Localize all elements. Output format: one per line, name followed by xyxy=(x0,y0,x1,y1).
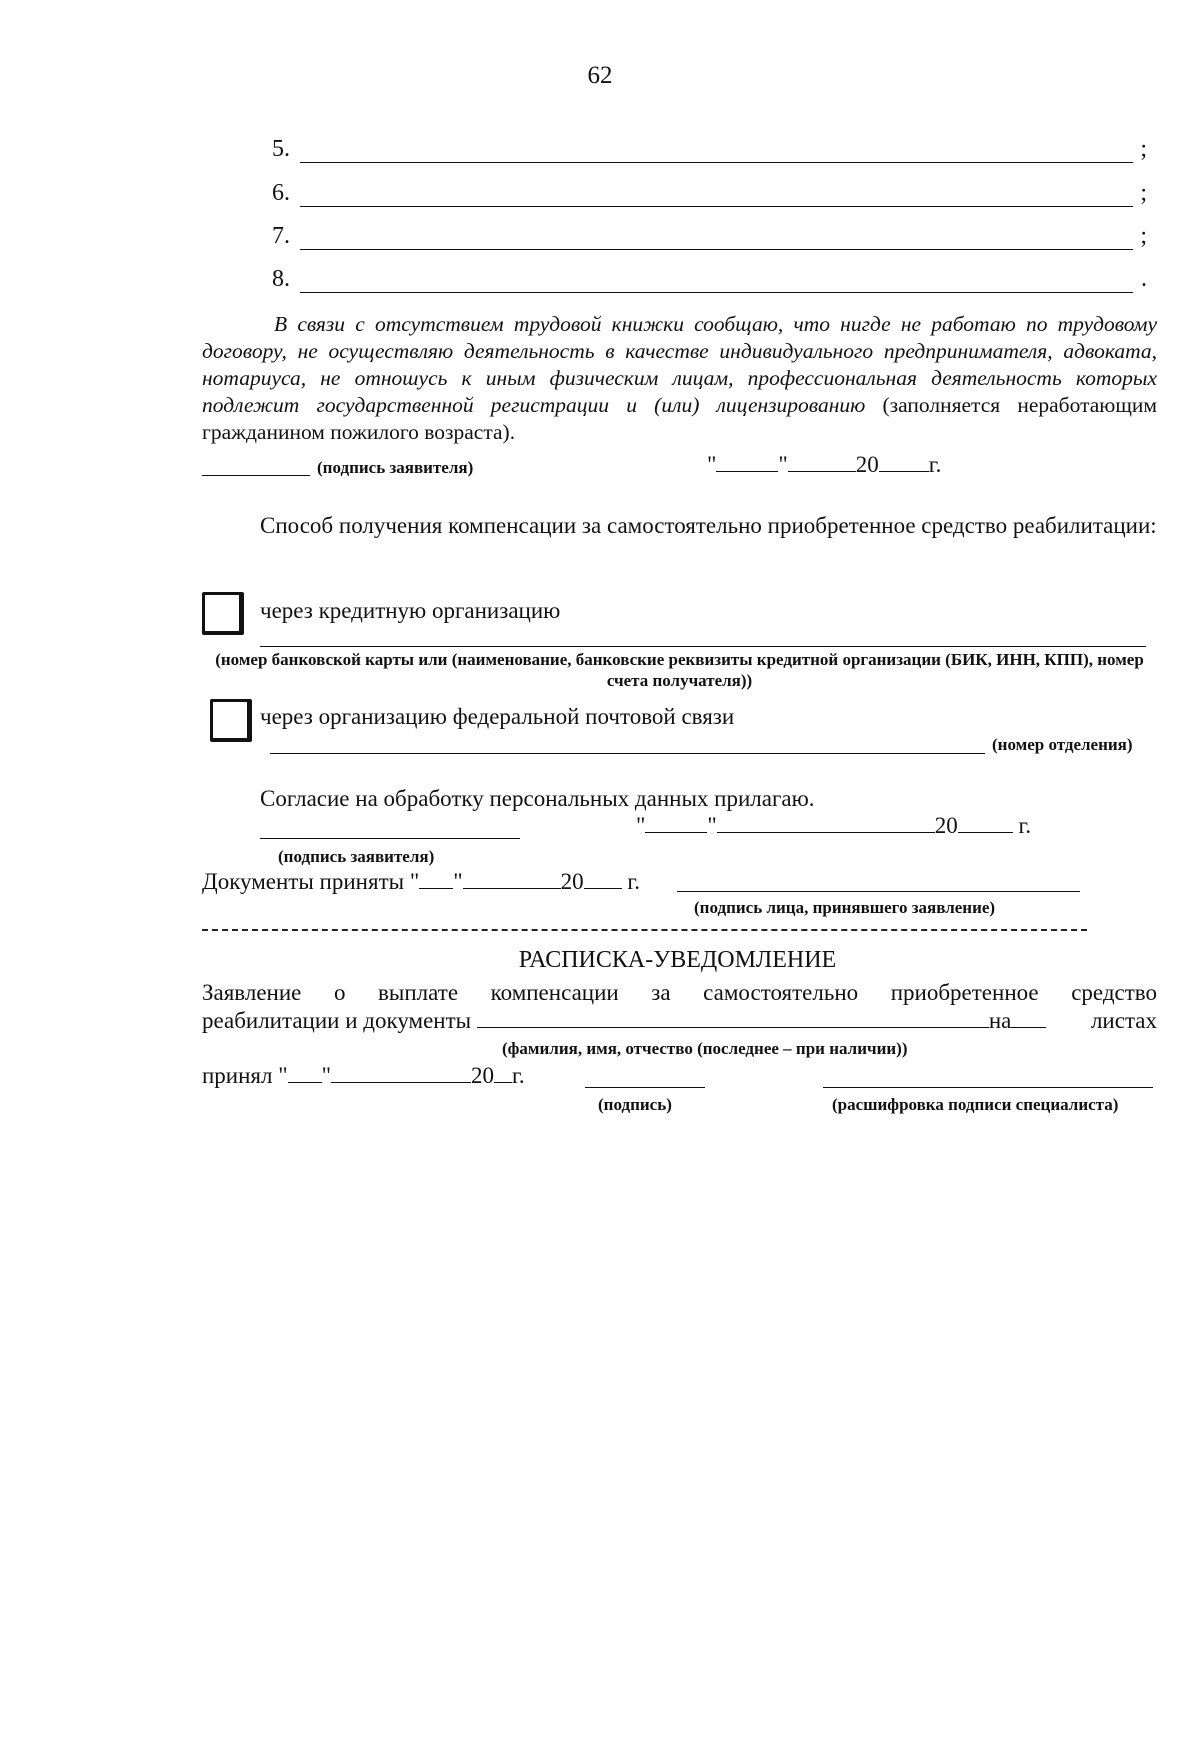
year-suffix: г. xyxy=(928,452,942,477)
cut-line xyxy=(202,929,1087,931)
list-item-5 xyxy=(272,136,1147,170)
bank-option-checkbox[interactable] xyxy=(202,592,244,635)
declaration-normal-text: (заполняется неработающим гражданином пожилого возраста). xyxy=(202,393,1157,444)
year-prefix: 20 xyxy=(471,1063,495,1088)
signature-line[interactable] xyxy=(202,456,310,476)
year-suffix: г. xyxy=(512,1063,525,1088)
list-item-end: . xyxy=(1141,266,1147,292)
receipt-line-2 xyxy=(202,1008,1157,1034)
month-blank[interactable] xyxy=(331,1064,471,1083)
receipt-title: РАСПИСКА-УВЕДОМЛЕНИЕ xyxy=(518,947,837,973)
year-suffix: г. xyxy=(627,869,640,894)
year-blank[interactable] xyxy=(494,1064,512,1083)
year-suffix: г. xyxy=(1018,813,1032,838)
receipt-line-1: Заявление о выплате компенсации за самостоятельно приобретенное средство xyxy=(202,980,1157,1005)
accepted-row: Документы приняты " " 20 г. xyxy=(202,869,640,894)
list-item-7 xyxy=(272,223,1147,257)
accepted-signature-line[interactable] xyxy=(677,891,1080,892)
consent-text: Согласие на обработку персональных данных прилагаю. xyxy=(260,786,815,811)
post-option-checkbox[interactable] xyxy=(210,699,252,742)
day-blank[interactable] xyxy=(645,814,707,833)
signature-label: (подпись заявителя) xyxy=(317,458,474,477)
month-blank[interactable] xyxy=(788,453,856,472)
post-office-caption: (номер отделения) xyxy=(992,735,1133,754)
fio-blank[interactable] xyxy=(477,1009,989,1028)
list-item-number: 7. xyxy=(272,223,290,249)
year-blank[interactable] xyxy=(879,453,929,472)
receipt-documents-label: реабилитации и документы xyxy=(202,1008,472,1033)
year-blank[interactable] xyxy=(584,870,622,889)
year-prefix: 20 xyxy=(934,813,958,838)
fill-line[interactable] xyxy=(300,206,1133,207)
receipt-sheets-label: листах xyxy=(1090,1008,1157,1033)
year-blank[interactable] xyxy=(958,814,1013,833)
month-blank[interactable] xyxy=(717,814,935,833)
month-blank[interactable] xyxy=(463,870,561,889)
declaration-paragraph xyxy=(202,311,1157,446)
quote-close: " xyxy=(778,452,788,477)
bank-details-caption: (номер банковской карты или (наименование, банковские реквизиты кредитной организации (БИК, ИНН, КПП), номер счета получателя)) xyxy=(215,650,1144,690)
list-item-end: ; xyxy=(1140,136,1147,162)
fill-line[interactable] xyxy=(300,162,1133,163)
day-blank[interactable] xyxy=(716,453,778,472)
accepted-label: Документы приняты xyxy=(202,869,405,894)
list-item-number: 5. xyxy=(272,136,290,162)
receipt-signature-caption: (подпись) xyxy=(598,1095,672,1114)
year-prefix: 20 xyxy=(560,869,584,894)
declaration-italic-text: В связи с отсутствием трудовой книжки сообщаю, что нигде не работаю по трудовому договору, не осуществляю деятельность в качестве индивидуального предпринимателя, адвоката, нотариуса, не отношусь к иным физическим лицам, профессиональная деятельность которых подлежит государственной регистрации и (или) лицензированию xyxy=(202,312,1157,417)
sheets-blank[interactable] xyxy=(1011,1009,1046,1028)
consent-date: " " 20 г. xyxy=(636,813,1032,838)
receipt-accepted-label: принял xyxy=(202,1063,273,1088)
bank-option-label: через кредитную организацию xyxy=(260,598,561,623)
receipt-na-label: на xyxy=(988,1008,1012,1033)
accepted-signature-label: (подпись лица, принявшего заявление) xyxy=(694,898,996,917)
fill-line[interactable] xyxy=(300,249,1133,250)
consent-signature-line[interactable] xyxy=(260,838,520,839)
receipt-accepted-row: принял " " 20 г. xyxy=(202,1063,525,1088)
post-option-label: через организацию федеральной почтовой связи xyxy=(260,704,735,729)
bank-details-line[interactable] xyxy=(260,646,1146,647)
receipt-signature-line[interactable] xyxy=(585,1087,705,1088)
day-blank[interactable] xyxy=(288,1064,322,1083)
consent-signature-label: (подпись заявителя) xyxy=(278,847,435,866)
list-item-number: 8. xyxy=(272,266,290,292)
list-item-8 xyxy=(272,266,1147,300)
quote-open: " xyxy=(707,452,717,477)
declaration-date xyxy=(707,452,967,478)
day-blank[interactable] xyxy=(419,870,453,889)
year-prefix: 20 xyxy=(855,452,879,477)
receipt-decoding-line[interactable] xyxy=(823,1087,1153,1088)
list-item-number: 6. xyxy=(272,180,290,206)
method-heading: Способ получения компенсации за самостоятельно приобретенное средство реабилитации: xyxy=(260,513,1157,538)
receipt-decoding-caption: (расшифровка подписи специалиста) xyxy=(832,1095,1119,1114)
list-item-end: ; xyxy=(1140,180,1147,206)
page-number: 62 xyxy=(587,62,613,89)
post-office-line[interactable] xyxy=(270,753,985,754)
list-item-6 xyxy=(272,180,1147,214)
fio-caption: (фамилия, имя, отчество (последнее – при наличии)) xyxy=(502,1039,908,1058)
fill-line[interactable] xyxy=(300,292,1133,293)
list-item-end: ; xyxy=(1140,223,1147,249)
